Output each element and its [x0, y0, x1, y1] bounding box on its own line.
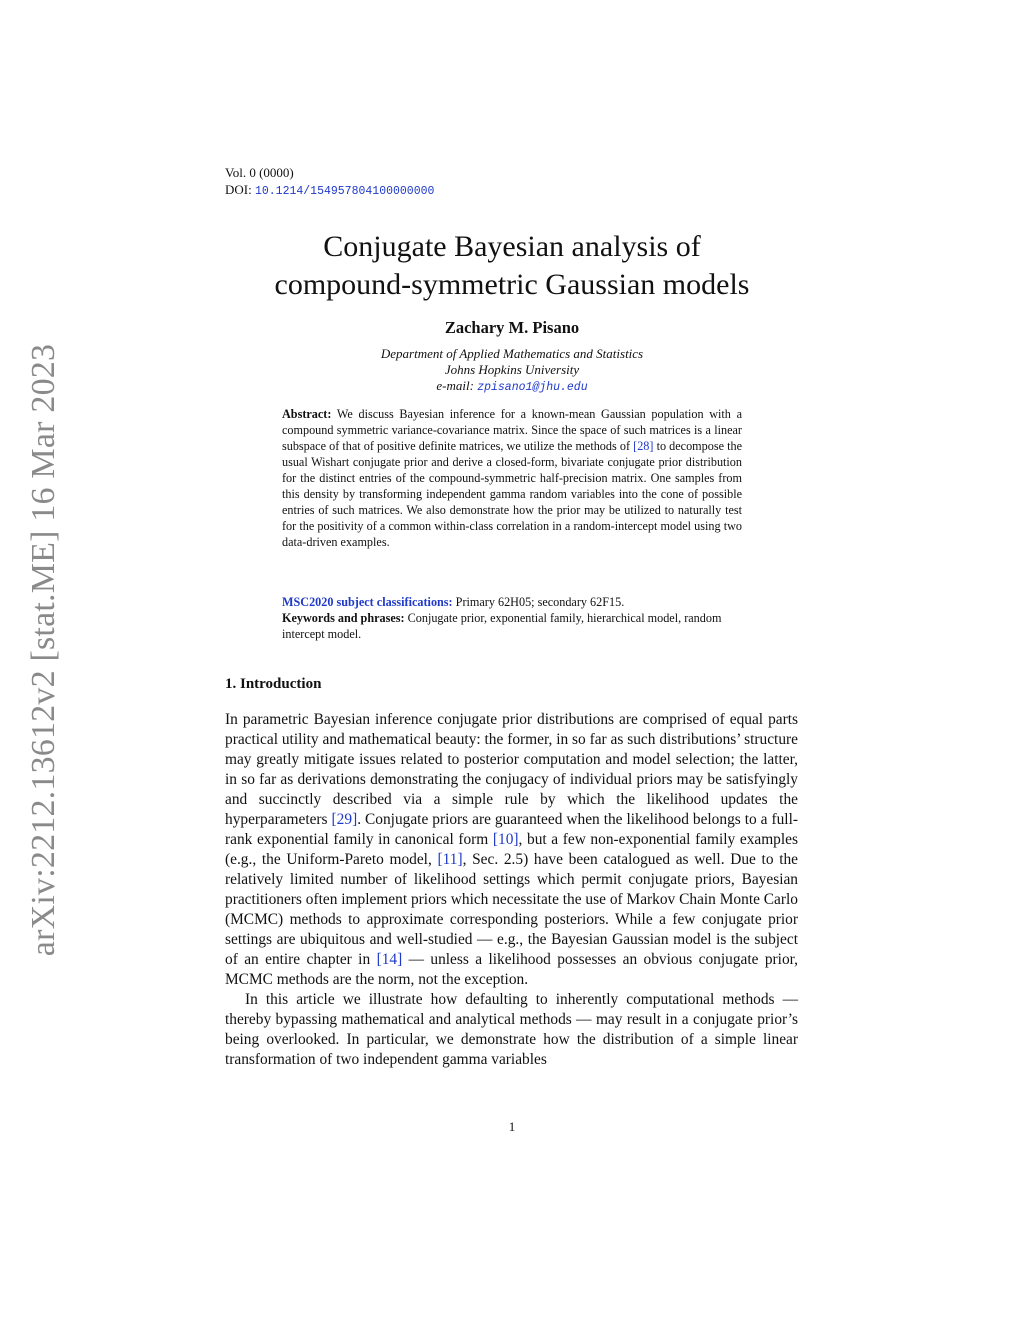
keywords	[282, 610, 742, 642]
department: Department of Applied Mathematics and Statistics	[380, 346, 644, 361]
citation-link-11[interactable]: [11]	[437, 851, 463, 868]
abstract-text-part-1: We discuss Bayesian inference for a known-mean Gaussian population with a compound symmetric variance-covariance matrix. Since the space of such matrices is a linear subspace of that of positive definite matrices, we utilize the methods of	[282, 407, 742, 453]
abstract-text-part-2: to decompose the usual Wishart conjugate prior and derive a closed-form, bivariate conjugate prior distribution for the distinct entries of the compound-symmetric half-precision matrix. One samples from this density by transforming independent gamma random variables into the cone of possible entries of such matrices. We also demonstrate how the prior may be utilized to naturally test for the positivity of a common within-class correlation in a random-intercept model using two data-driven examples.	[282, 439, 743, 549]
intro-p1-text-b: . Conjugate priors are guaranteed when the likelihood belongs to a full-rank exponential family in canonical form	[225, 811, 798, 848]
email-line	[200, 378, 824, 396]
email-label: e-mail:	[436, 378, 474, 393]
intro-paragraph-2: In this article we illustrate how defaulting to inherently computational methods — thereby bypassing mathematical and analytical methods — may result in a conjugate prior’s being overlooked. In particular, we demonstrate how the distribution of a simple linear transformation of two independent gamma variables	[225, 991, 798, 1068]
intro-p1-text-a: In parametric Bayesian inference conjugate prior distributions are comprised of equal parts practical utility and mathematical beauty: the former, in so far as such distributions’ structure may greatly mitigate issues related to posterior computation and model selection; the latter, in so far as derivations demonstrating the conjugacy of individual priors may be satisfyingly and succinctly described via a simple rule by which the likelihood updates the hyperparameters	[225, 711, 798, 828]
university: Johns Hopkins University	[444, 362, 580, 377]
journal-info	[225, 164, 434, 200]
doi-label: DOI:	[225, 182, 252, 197]
author-affiliation	[200, 346, 824, 396]
volume-line: Vol. 0 (0000)	[225, 165, 294, 180]
citation-link-29[interactable]: [29]	[331, 811, 358, 828]
keywords-text: Conjugate prior, exponential family, hierarchical model, random intercept model.	[282, 611, 722, 641]
title-line-2: compound-symmetric Gaussian models	[274, 268, 750, 301]
abstract	[282, 406, 742, 550]
title-line-1: Conjugate Bayesian analysis of	[323, 230, 701, 263]
paper-title	[200, 228, 824, 304]
introduction-body	[225, 710, 798, 1070]
intro-p1-text-c: , but a few non-exponential family examples (e.g., the Uniform-Pareto model,	[225, 831, 798, 868]
keywords-label: Keywords and phrases:	[282, 611, 405, 625]
citation-link-10[interactable]: [10]	[492, 831, 519, 848]
intro-p1-text-d: , Sec. 2.5) have been catalogued as well. Due to the relatively limited number of likelihood settings which permit conjugate priors, Bayesian practitioners often implement priors which necessitate the use of Markov Chain Monte Carlo (MCMC) methods to approximate corresponding posteriors. While a few conjugate prior settings are ubiquitous and well-studied — e.g., the Bayesian Gaussian model is the subject of an entire chapter in	[225, 851, 798, 968]
msc-label-link[interactable]: MSC2020 subject classifications:	[282, 595, 453, 609]
msc-text: Primary 62H05; secondary 62F15.	[455, 595, 625, 609]
section-heading-introduction: 1. Introduction	[225, 676, 322, 692]
abstract-label: Abstract:	[282, 407, 332, 421]
doi-line	[225, 181, 434, 200]
citation-link-14[interactable]: [14]	[376, 951, 403, 968]
msc-classifications	[282, 594, 742, 610]
citation-link-28[interactable]: [28]	[633, 439, 654, 453]
intro-p1-text-e: — unless a likelihood possesses an obvious conjugate prior, MCMC methods are the norm, not the exception.	[225, 951, 799, 988]
doi-link[interactable]: 10.1214/154957804100000000	[254, 185, 435, 198]
intro-paragraph-1	[225, 710, 798, 990]
arxiv-identifier-stamp: arXiv:2212.13612v2 [stat.ME] 16 Mar 2023	[25, 343, 62, 957]
page-number: 1	[508, 1119, 516, 1134]
email-link[interactable]: zpisano1@jhu.edu	[477, 381, 588, 394]
author-name: Zachary M. Pisano	[444, 318, 580, 337]
